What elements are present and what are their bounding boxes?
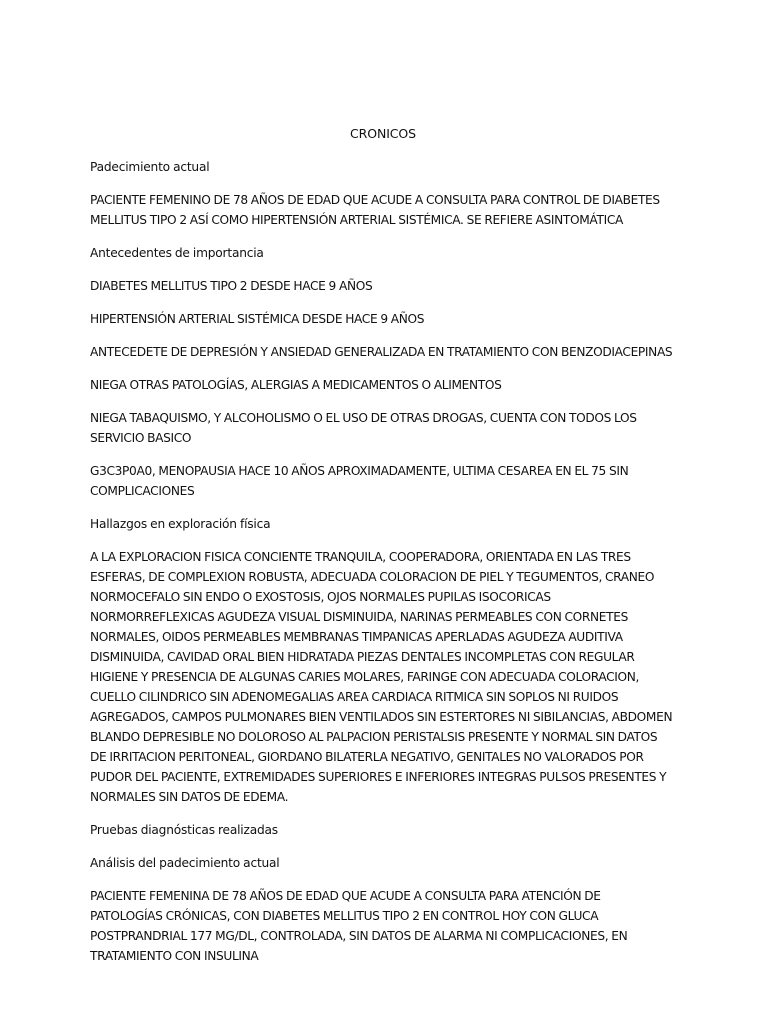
section-heading-analisis: Análisis del padecimiento actual (90, 856, 280, 870)
paragraph-antecedente-diabetes: DIABETES MELLITUS TIPO 2 DESDE HACE 9 AÑOS (90, 279, 373, 293)
document-body (90, 124, 676, 979)
paragraph-antecedente-hipertension: HIPERTENSIÓN ARTERIAL SISTÉMICA DESDE HACE 9 AÑOS (90, 312, 425, 326)
section-heading-pruebas: Pruebas diagnósticas realizadas (90, 823, 278, 837)
paragraph-antecedente-depresion: ANTECEDETE DE DEPRESIÓN Y ANSIEDAD GENERALIZADA EN TRATAMIENTO CON BENZODIACEPINAS (90, 345, 673, 359)
paragraph-antecedente-gineco: G3C3P0A0, MENOPAUSIA HACE 10 AÑOS APROXIMADAMENTE, ULTIMA CESAREA EN EL 75 SIN COMPLICACIONES (90, 464, 629, 498)
section-heading-padecimiento-actual: Padecimiento actual (90, 160, 210, 174)
paragraph-padecimiento-actual: PACIENTE FEMENINO DE 78 AÑOS DE EDAD QUE ACUDE A CONSULTA PARA CONTROL DE DIABETES MELLITUS TIPO 2 ASÍ COMO HIPERTENSIÓN ARTERIAL SISTÉMICA. SE REFIERE ASINTOMÁTICA (90, 193, 660, 227)
paragraph-antecedente-patologias: NIEGA OTRAS PATOLOGÍAS, ALERGIAS A MEDICAMENTOS O ALIMENTOS (90, 378, 502, 392)
paragraph-antecedente-tabaquismo: NIEGA TABAQUISMO, Y ALCOHOLISMO O EL USO DE OTRAS DROGAS, CUENTA CON TODOS LOS SERVICIO BASICO (90, 411, 637, 445)
section-heading-antecedentes: Antecedentes de importancia (90, 246, 264, 260)
paragraph-analisis: PACIENTE FEMENINA DE 78 AÑOS DE EDAD QUE ACUDE A CONSULTA PARA ATENCIÓN DE PATOLOGÍAS CRÓNICAS, CON DIABETES MELLITUS TIPO 2 EN CONTROL HOY CON GLUCA POSTPRANDRIAL 177 MG/DL, CONTROLADA, SIN DATOS DE ALARMA NI COMPLICACIONES, EN TRATAMIENTO CON INSULINA (90, 889, 628, 963)
paragraph-exploracion-fisica: A LA EXPLORACION FISICA CONCIENTE TRANQUILA, COOPERADORA, ORIENTADA EN LAS TRES ESFERAS, DE COMPLEXION ROBUSTA, ADECUADA COLORACION DE PIEL Y TEGUMENTOS, CRANEO NORMOCEFALO SIN ENDO O EXOSTOSIS, OJOS NORMALES PUPILAS ISOCORICAS NORMORREFLEXICAS AGUDEZA VISUAL DISMINUIDA, NARINAS PERMEABLES CON CORNETES NORMALES, OIDOS PERMEABLES MEMBRANAS TIMPANICAS APERLADAS AGUDEZA AUDITIVA DISMINUIDA, CAVIDAD ORAL BIEN HIDRATADA PIEZAS DENTALES INCOMPLETAS CON REGULAR HIGIENE Y PRESENCIA DE ALGUNAS CARIES MOLARES, FARINGE CON ADECUADA COLORACION, CUELLO CILINDRICO SIN ADENOMEGALIAS AREA CARDIACA RITMICA SIN SOPLOS NI RUIDOS AGREGADOS, CAMPOS PULMONARES BIEN VENTILADOS SIN ESTERTORES NI SIBILANCIAS, ABDOMEN BLANDO DEPRESIBLE NO DOLOROSO AL PALPACION PERISTALSIS PRESENTE Y NORMAL SIN DATOS DE IRRITACION PERITONEAL, GIORDANO BILATERLA NEGATIVO, GENITALES NO VALORADOS POR PUDOR DEL PACIENTE, EXTREMIDADES SUPERIORES E INFERIORES INTEGRAS PULSOS PRESENTES Y NORMALES SIN DATOS DE EDEMA. (90, 550, 673, 804)
section-heading-exploracion: Hallazgos en exploración física (90, 517, 271, 531)
document-title: CRONICOS (350, 126, 416, 141)
